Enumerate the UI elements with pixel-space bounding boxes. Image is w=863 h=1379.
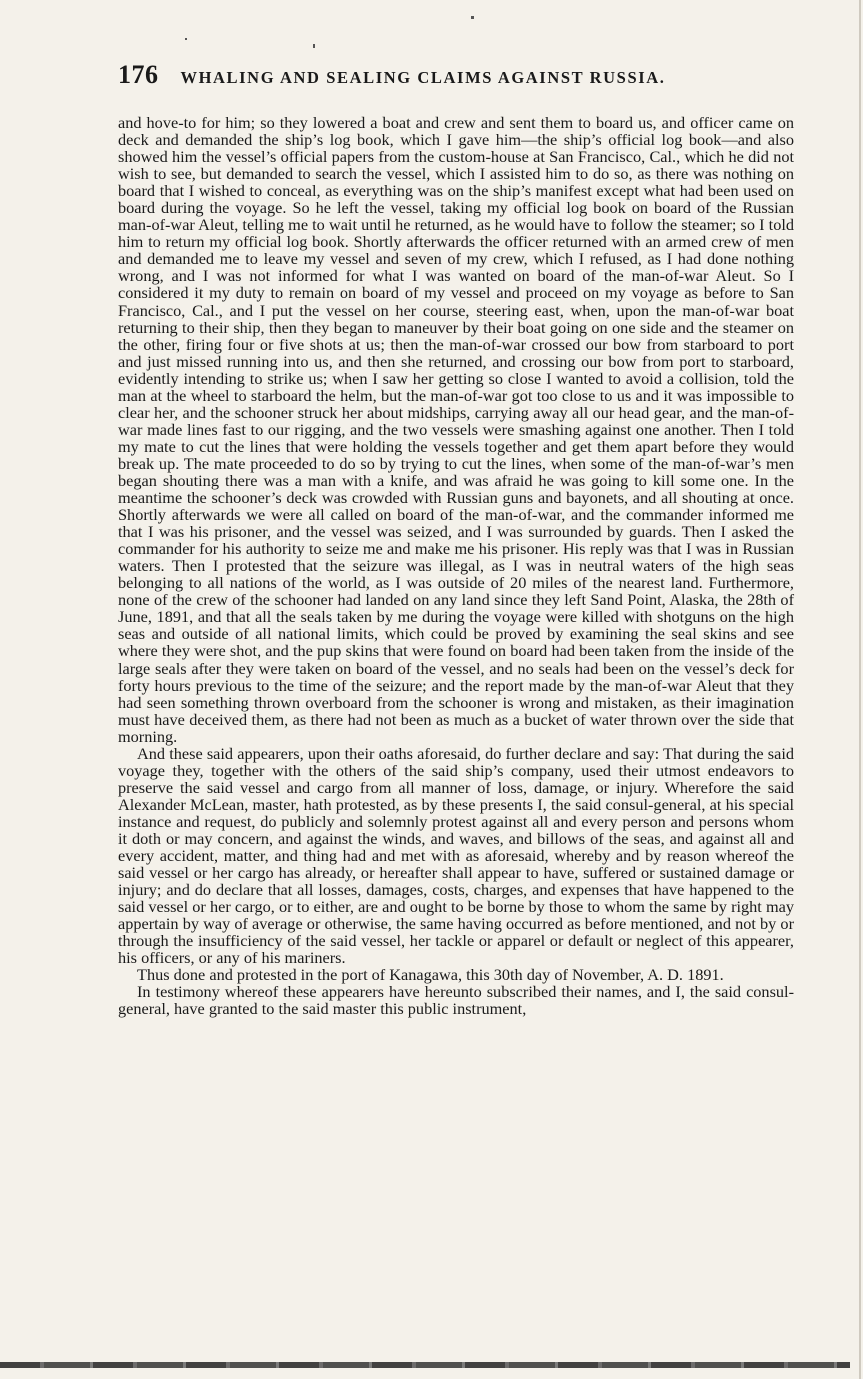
- paragraph-testimony: In testimony whereof these appearers have hereunto subscribed their names, and I, the said consul-general, have granted to the said master this public instrument,: [118, 982, 794, 1019]
- paragraph-date: Thus done and protested in the port of Kanagawa, this 30th day of November, A. D. 1891.: [137, 965, 724, 985]
- running-head: WHALING AND SEALING CLAIMS AGAINST RUSSIA.: [180, 68, 666, 87]
- scan-speck: [313, 44, 315, 48]
- scan-right-edge: [859, 0, 861, 1379]
- scan-bottom-edge: [0, 1362, 850, 1368]
- page-header: [118, 60, 794, 96]
- paragraph-continued: and hove-to for him; so they lowered a boat and crew and sent them to board us, and officer came on deck and demanded the ship’s log book, which I gave him—the ship’s official log book—and also showed him the vessel’s official papers from the custom-house at San Francisco, Cal., which he did not wish to see, but demanded to search the vessel, which I assisted him to do so, as there was nothing on board that I wished to conceal, as everything was on the ship’s manifest except what had been used on board during the voyage. So he left the vessel, taking my official log book on board of the Russian man-of-war Aleut, telling me to wait until he returned, as he would have to follow the steamer; so I told him to return my official log book. Shortly afterwards the officer returned with an armed crew of men and demanded me to leave my vessel and seven of my crew, which I refused, as I had done nothing wrong, and I was not informed for what I was wanted on board of the man-of-war Aleut. So I considered it my duty to remain on board of my vessel and proceed on my voyage as before to San Francisco, Cal., and I put the vessel on her course, steering east, when, upon the man-of-war boat returning to their ship, then they began to maneuver by their boat going on one side and the steamer on the other, firing four or five shots at us; then the man-of-war crossed our bow from starboard to port and just missed running into us, and then she returned, and crossing our bow from port to starboard, evidently intending to strike us; when I saw her getting so close I wanted to avoid a collision, told the man at the wheel to starboard the helm, but the man-of-war got too close to us and it was impossible to clear her, and the schooner struck her about midships, carrying away all our head gear, and the man-of-war made lines fast to our rigging, and the two vessels were smashing against one another. Then I told my mate to cut the lines that were holding the vessels together and get them apart before they would break up. The mate proceeded to do so by trying to cut the lines, when some of the man-of-war’s men began shouting there was a man with a knife, and was afraid he was going to kill some one. In the meantime the schooner’s deck was crowded with Russian guns and bayonets, and all shouting at once. Shortly afterwards we were all called on board of the man-of-war, and the commander informed me that I was his prisoner, and the vessel was seized, and I was surrounded by guards. Then I asked the commander for his authority to seize me and make me his prisoner. His reply was that I was in Russian waters. Then I protested that the seizure was illegal, as I was in neutral waters of the high seas belonging to all nations of the world, as I was outside of 20 miles of the nearest land. Furthermore, none of the crew of the schooner had landed on any land since they left Sand Point, Alaska, the 28th of June, 1891, and that all the seals taken by me during the voyage were killed with shotguns on the high seas and outside of all national limits, which could be proved by examining the seal skins and see where they were shot, and the pup skins that were found on board had been taken from the inside of the large seals after they were taken on board of the vessel, and no seals had been on the vessel’s deck for forty hours previous to the time of the seizure; and the report made by the man-of-war Aleut that they had seen something thrown overboard from the schooner is wrong and mistaken, as their imagination must have deceived them, as there had not been as much as a bucket of water thrown over the side that morning.: [118, 113, 794, 746]
- page-number: 176: [118, 60, 159, 89]
- paragraph-protest: And these said appearers, upon their oaths aforesaid, do further declare and say: That during the said voyage they, together with the others of the said ship’s company, used their utmost endeavors to preserve the said vessel and cargo from all manner of loss, damage, or injury. Wherefore the said Alexander McLean, master, hath protested, as by these presents I, the said consul-general, at his special instance and request, do publicly and solemnly protest against all and every person and persons whom it doth or may concern, and against the winds, and waves, and billows of the seas, and against all and every accident, matter, and thing had and met with as aforesaid, whereby and by reason whereof the said vessel or her cargo has already, or hereafter shall appear to have, suffered or sustained damage or injury; and do declare that all losses, damages, costs, charges, and expenses that have happened to the said vessel or her cargo, or to either, are and ought to be borne by those to whom the same by right may appertain by way of average or otherwise, the same having occurred as before mentioned, and not by or through the insufficiency of the said vessel, her tackle or apparel or default or neglect of this appearer, his officers, or any of his mariners.: [118, 743, 794, 968]
- scan-speck: [185, 38, 187, 40]
- scan-speck: [471, 16, 474, 19]
- body-text: [118, 114, 794, 1017]
